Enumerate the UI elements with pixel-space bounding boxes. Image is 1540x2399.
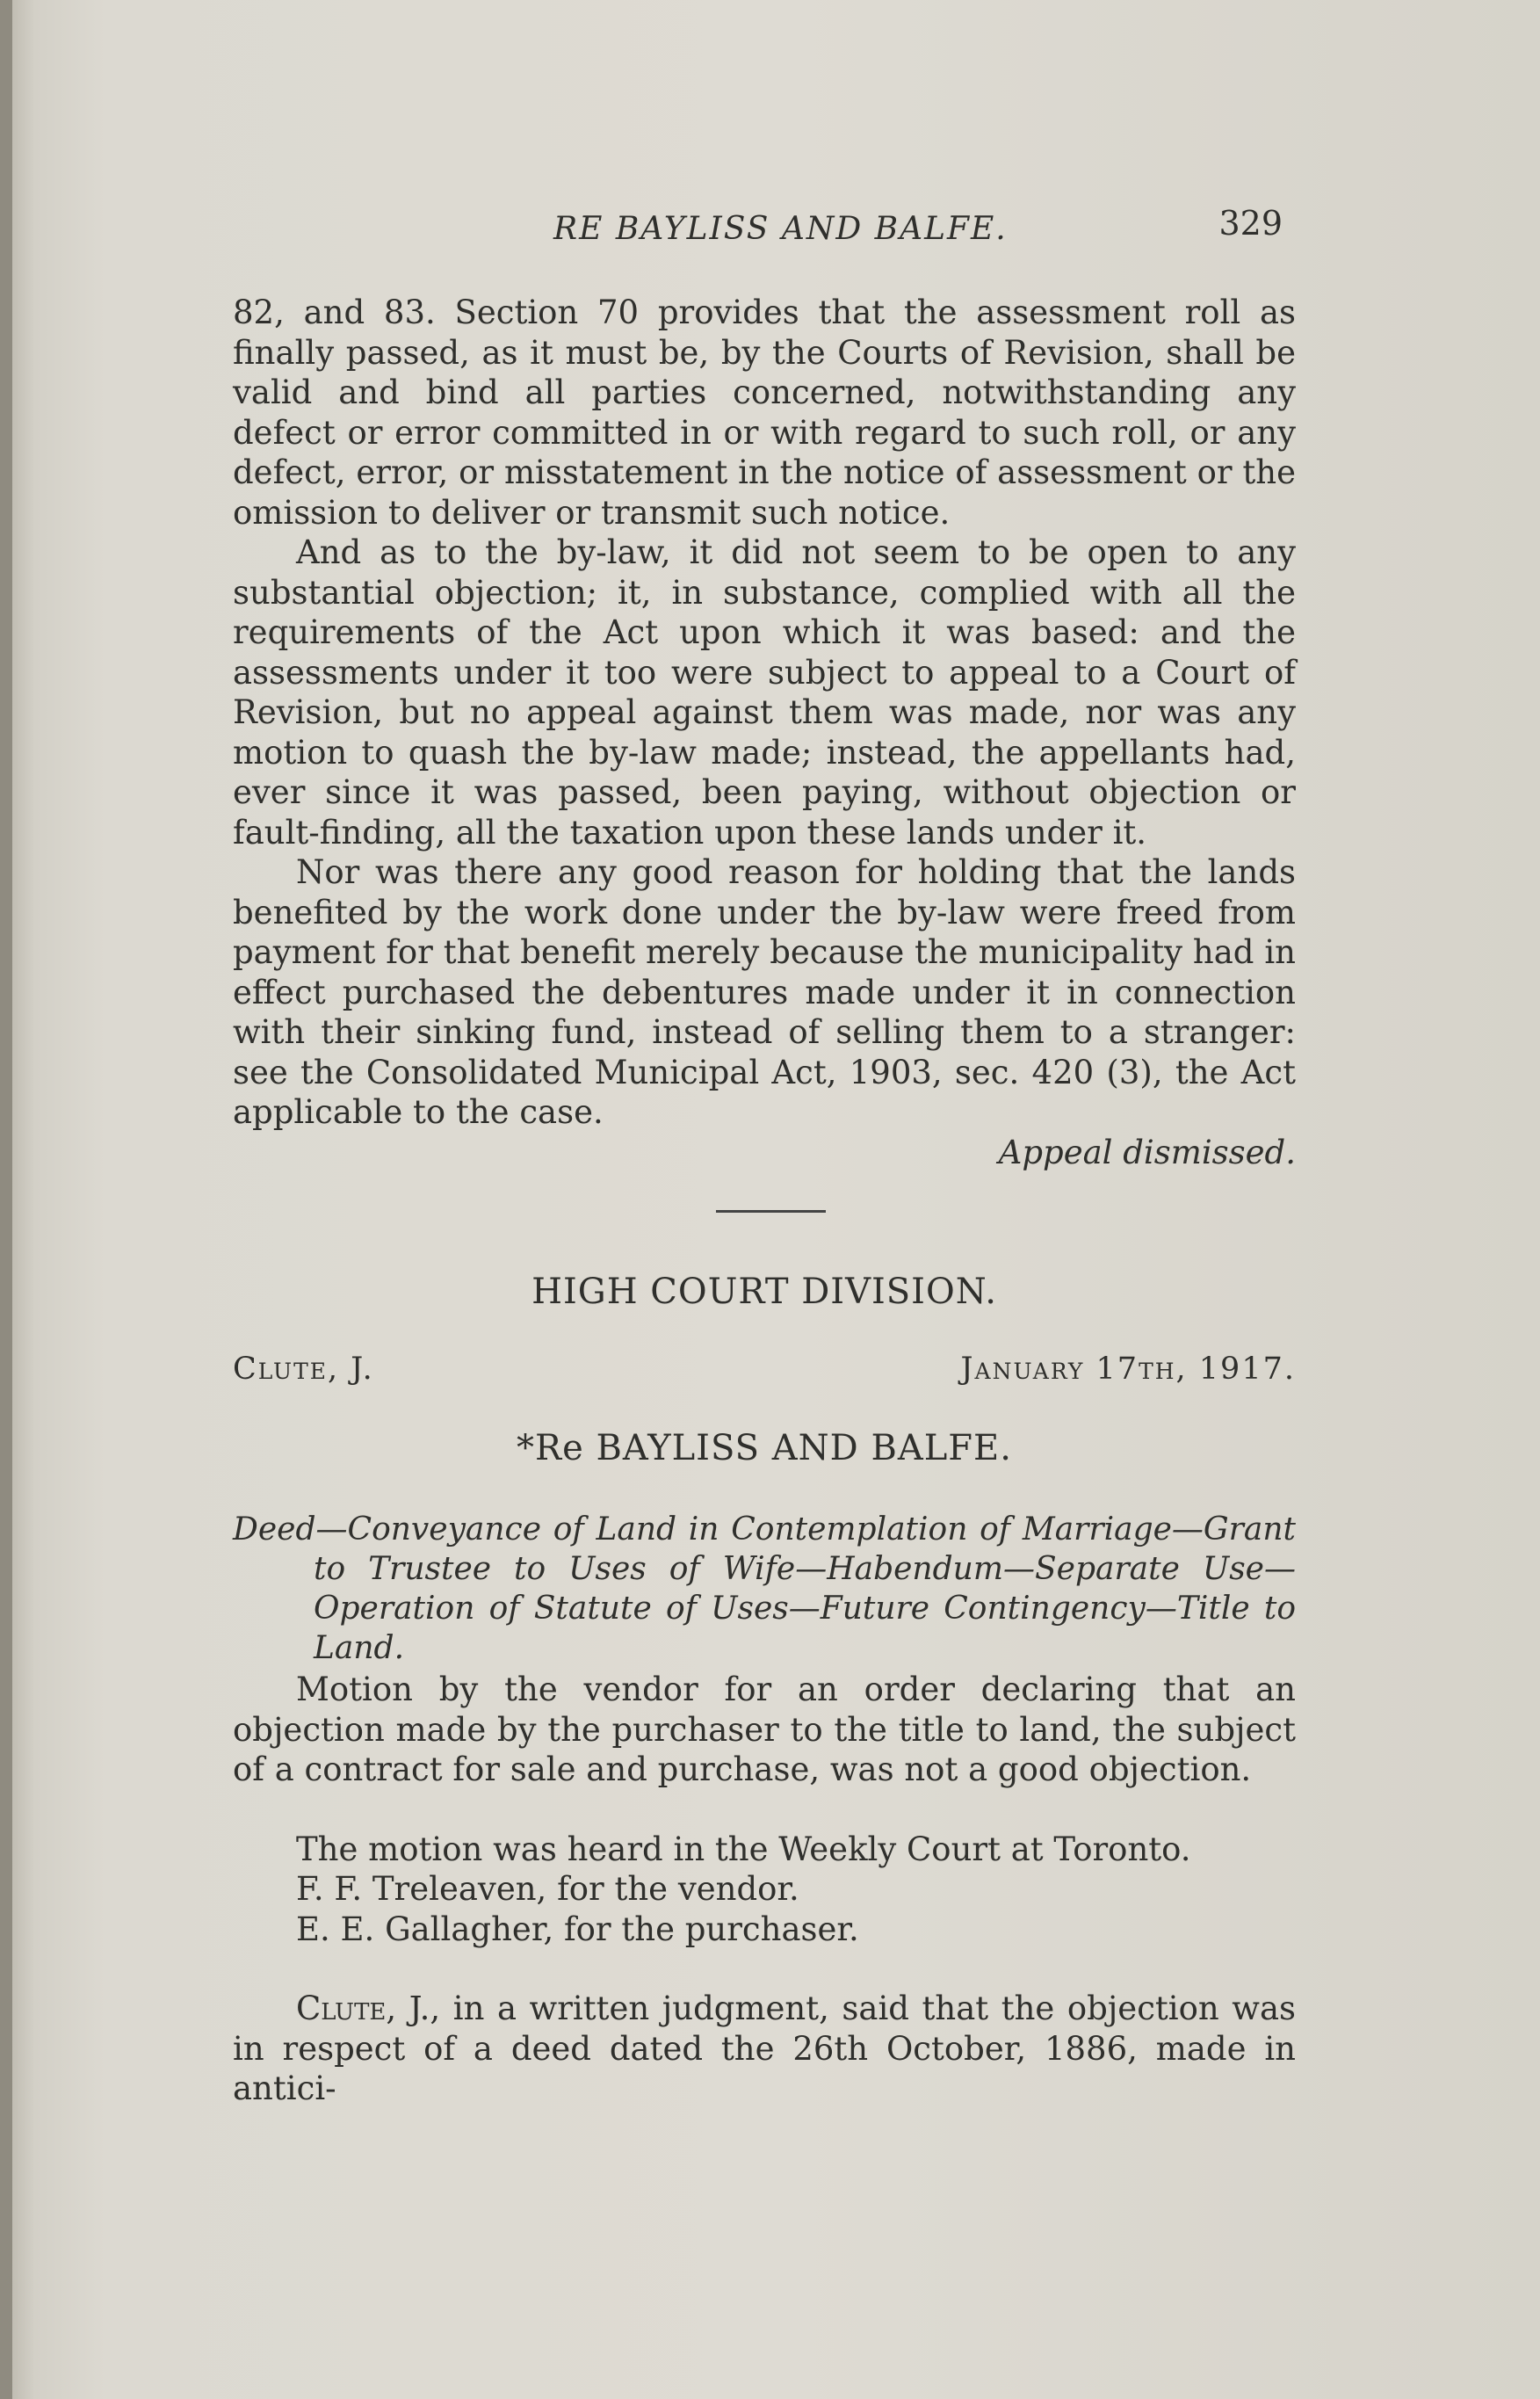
division-heading: HIGH COURT DIVISION. bbox=[531, 1272, 997, 1312]
vendor-counsel: F. F. Treleaven, for the vendor. bbox=[296, 1870, 799, 1908]
lower-body-text bbox=[233, 1670, 1296, 2109]
judge-name: Clute, J. bbox=[233, 1352, 374, 1387]
page-number: 329 bbox=[1218, 204, 1283, 243]
judge-date-line bbox=[233, 1352, 1296, 1395]
paragraph-2: And as to the by-law, it did not seem to be open to any substantial objection; it, in substance, complied with all the requirements of the Act upon which it was based: and the assessments under it too were subject to appeal to a Court of Revision, but no appeal against them was made, nor was any motion to quash the by-law made; instead, the appellants had, ever since it was passed, been paying, without objection or fault-finding, all the taxation upon these lands under it. bbox=[233, 533, 1296, 852]
judgment-judge-name: Clute, J. bbox=[296, 1990, 430, 2027]
headnote: Deed—Conveyance of Land in Contemplation of Marriage—Grant to Trustee to Uses of Wife—Habendum—Separate Use—Operation of Statute of Uses—Future Contingency—Title to Land. bbox=[233, 1511, 1296, 1666]
judgment-text: , in a written judgment, said that the objection was in respect of a deed dated the 26th October, 1886, made in antici- bbox=[233, 1990, 1296, 2107]
upper-body-text bbox=[233, 293, 1296, 1172]
book-spine-shadow bbox=[0, 0, 12, 2399]
decision-date: January 17th, 1917. bbox=[960, 1352, 1296, 1387]
paragraph-3: Nor was there any good reason for holding that the lands benefited by the work done under the by-law were freed from payment for that benefit merely because the municipality had in effect purchased the debentures made under it in connection with their sinking fund, instead of selling them to a stranger: see the Consolidated Municipal Act, 1903, sec. 420 (3), the Act applicable to the case. bbox=[233, 853, 1296, 1131]
motion-paragraph: Motion by the vendor for an order declaring that an objection made by the purchaser to the title to land, the subject of a contract for sale and purchase, was not a good objection. bbox=[233, 1671, 1296, 1788]
heard-paragraph: The motion was heard in the Weekly Court at Toronto. bbox=[296, 1830, 1191, 1868]
section-rule bbox=[716, 1210, 826, 1213]
purchaser-counsel: E. E. Gallagher, for the purchaser. bbox=[296, 1910, 859, 1948]
running-head: RE BAYLISS AND BALFE. bbox=[553, 211, 1008, 247]
case-title: *Re BAYLISS AND BALFE. bbox=[517, 1428, 1012, 1468]
appeal-result: Appeal dismissed. bbox=[998, 1133, 1296, 1171]
judgment-paragraph bbox=[233, 1989, 1296, 2109]
page-header bbox=[233, 204, 1296, 257]
paragraph-1: 82, and 83. Section 70 provides that the assessment roll as finally passed, as it must be, by the Courts of Revision, shall be valid and bind all parties concerned, notwithstanding any defect or error committed in or with regard to such roll, or any defect, error, or misstatement in the notice of assessment or the omission to deliver or transmit such notice. bbox=[233, 294, 1296, 532]
